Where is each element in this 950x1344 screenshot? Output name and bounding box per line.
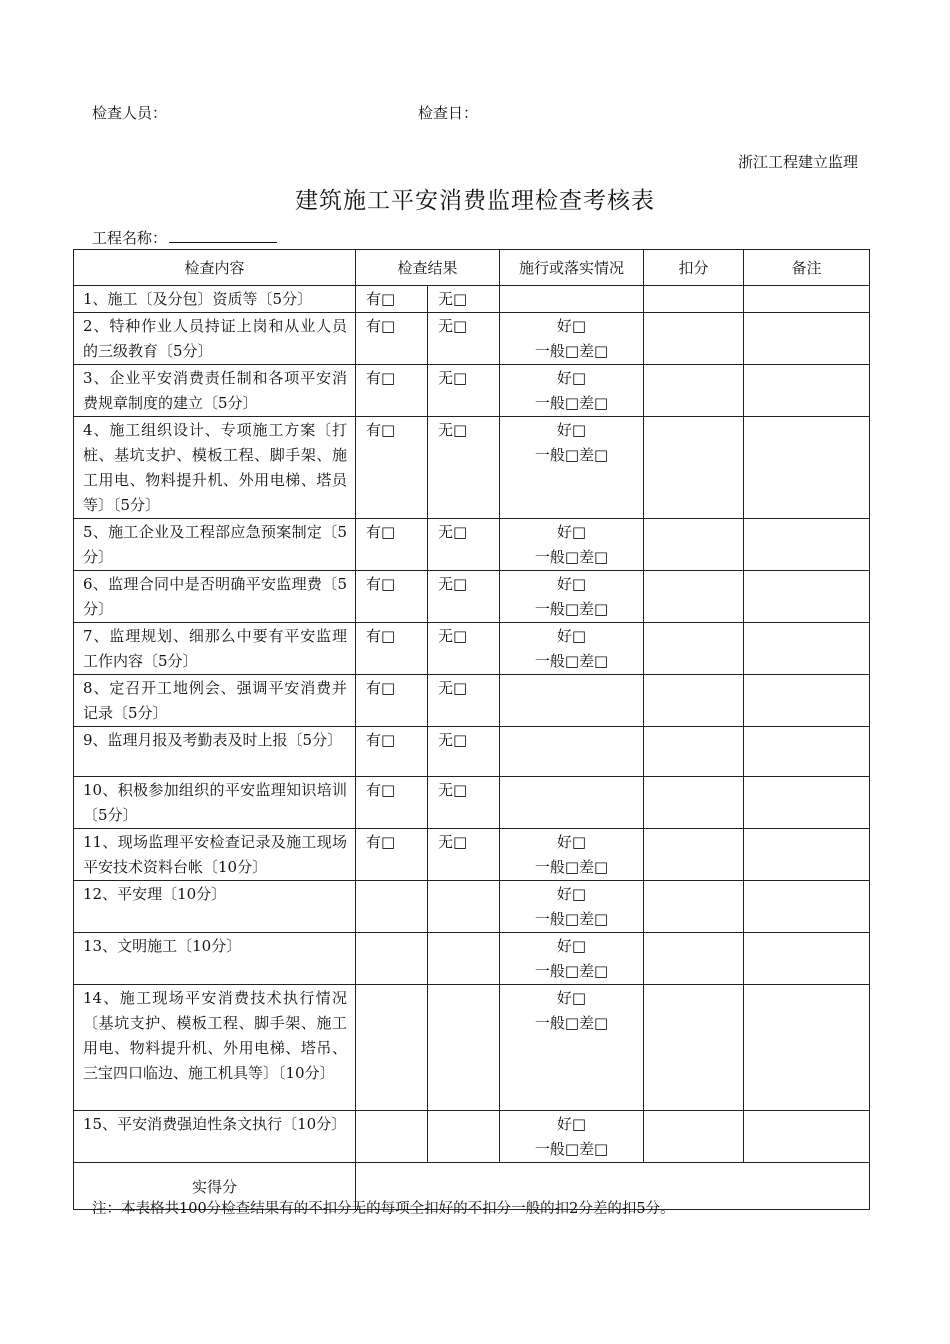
result-yes-checkbox[interactable]: 有□ — [356, 727, 428, 777]
page-title: 建筑施工平安消费监理检查考核表 — [295, 188, 655, 214]
check-item: 6、监理合同中是否明确平安监理费〔5分〕 — [74, 571, 356, 623]
status-fair-poor-checkbox[interactable]: 一般□差□ — [534, 1014, 609, 1032]
deduction-cell[interactable] — [644, 985, 744, 1111]
deduction-cell[interactable] — [644, 313, 744, 365]
project-name-field — [92, 227, 277, 248]
status-fair-poor-checkbox[interactable]: 一般□差□ — [534, 652, 609, 670]
status-good-checkbox[interactable]: 好□ — [556, 317, 587, 335]
remarks-cell[interactable] — [744, 623, 870, 675]
table-row — [74, 1111, 870, 1163]
result-no-checkbox[interactable]: 无□ — [428, 829, 500, 881]
table-row — [74, 985, 870, 1111]
result-yes-checkbox[interactable]: 有□ — [356, 829, 428, 881]
check-item: 2、特种作业人员持证上岗和从业人员的三级教育〔5分〕 — [74, 313, 356, 365]
result-no-checkbox[interactable]: 无□ — [428, 417, 500, 519]
result-yes-checkbox[interactable] — [356, 1111, 428, 1163]
result-no-checkbox[interactable]: 无□ — [428, 313, 500, 365]
result-no-checkbox[interactable]: 无□ — [428, 623, 500, 675]
status-fair-poor-checkbox[interactable]: 一般□差□ — [534, 548, 609, 566]
deduction-cell[interactable] — [644, 1111, 744, 1163]
table-row — [74, 777, 870, 829]
result-yes-checkbox[interactable] — [356, 985, 428, 1111]
result-no-checkbox[interactable]: 无□ — [428, 519, 500, 571]
check-item: 4、施工组织设计、专项施工方案〔打桩、基坑支护、模板工程、脚手架、施工用电、物料提升机、外用电梯、塔员等〕〔5分〕 — [74, 417, 356, 519]
status-good-checkbox[interactable]: 好□ — [556, 989, 587, 1007]
status-fair-poor-checkbox[interactable]: 一般□差□ — [534, 910, 609, 928]
project-name-blank — [169, 227, 277, 243]
table-row — [74, 313, 870, 365]
implementation-status — [500, 881, 644, 933]
remarks-cell[interactable] — [744, 571, 870, 623]
col-header-implementation: 施行或落实情况 — [500, 250, 644, 286]
implementation-status — [500, 313, 644, 365]
remarks-cell[interactable] — [744, 365, 870, 417]
remarks-cell[interactable] — [744, 675, 870, 727]
status-good-checkbox[interactable]: 好□ — [556, 833, 587, 851]
result-no-checkbox[interactable]: 无□ — [428, 675, 500, 727]
total-score-label: 实得分 — [74, 1163, 356, 1210]
result-yes-checkbox[interactable]: 有□ — [356, 571, 428, 623]
remarks-cell[interactable] — [744, 933, 870, 985]
result-yes-checkbox[interactable]: 有□ — [356, 365, 428, 417]
deduction-cell[interactable] — [644, 727, 744, 777]
result-no-checkbox[interactable] — [428, 1111, 500, 1163]
deduction-cell[interactable] — [644, 933, 744, 985]
implementation-status — [500, 519, 644, 571]
inspector-label: 检查人员： — [92, 104, 168, 122]
check-item: 9、监理月报及考勤表及时上报〔5分〕 — [74, 727, 356, 777]
result-yes-checkbox[interactable]: 有□ — [356, 313, 428, 365]
result-no-checkbox[interactable]: 无□ — [428, 777, 500, 829]
status-fair-poor-checkbox[interactable]: 一般□差□ — [534, 600, 609, 618]
status-good-checkbox[interactable]: 好□ — [556, 575, 587, 593]
result-no-checkbox[interactable]: 无□ — [428, 286, 500, 313]
inspection-date-label: 检查日： — [418, 104, 479, 122]
implementation-status — [500, 675, 644, 727]
table-row — [74, 623, 870, 675]
status-good-checkbox[interactable]: 好□ — [556, 421, 587, 439]
deduction-cell[interactable] — [644, 417, 744, 519]
deduction-cell[interactable] — [644, 881, 744, 933]
result-yes-checkbox[interactable]: 有□ — [356, 417, 428, 519]
result-no-checkbox[interactable]: 无□ — [428, 571, 500, 623]
inspection-table — [73, 249, 870, 1210]
check-item: 5、施工企业及工程部应急预案制定〔5分〕 — [74, 519, 356, 571]
implementation-status — [500, 286, 644, 313]
result-no-checkbox[interactable] — [428, 881, 500, 933]
table-row — [74, 675, 870, 727]
check-item: 1、施工〔及分包〕资质等〔5分〕 — [74, 286, 356, 313]
footnote: 注：本表格共100分检查结果有的不扣分无的每项全扣好的不扣分一般的扣2分差的扣5分。 — [92, 1201, 675, 1217]
company-name: 浙江工程建立监理 — [737, 153, 858, 171]
status-fair-poor-checkbox[interactable]: 一般□差□ — [534, 962, 609, 980]
status-good-checkbox[interactable]: 好□ — [556, 369, 587, 387]
implementation-status — [500, 623, 644, 675]
status-good-checkbox[interactable]: 好□ — [556, 523, 587, 541]
status-fair-poor-checkbox[interactable]: 一般□差□ — [534, 394, 609, 412]
implementation-status — [500, 985, 644, 1111]
col-header-result: 检查结果 — [356, 250, 500, 286]
remarks-cell[interactable] — [744, 519, 870, 571]
check-item: 8、定召开工地例会、强调平安消费并记录〔5分〕 — [74, 675, 356, 727]
remarks-cell[interactable] — [744, 985, 870, 1111]
project-name-label: 工程名称： — [92, 229, 168, 247]
check-item: 13、文明施工〔10分〕 — [74, 933, 356, 985]
result-yes-checkbox[interactable]: 有□ — [356, 623, 428, 675]
col-header-remarks: 备注 — [744, 250, 870, 286]
remarks-cell[interactable] — [744, 417, 870, 519]
remarks-cell[interactable] — [744, 727, 870, 777]
result-no-checkbox[interactable] — [428, 985, 500, 1111]
remarks-cell[interactable] — [744, 829, 870, 881]
remarks-cell[interactable] — [744, 313, 870, 365]
implementation-status — [500, 933, 644, 985]
deduction-cell[interactable] — [644, 365, 744, 417]
status-fair-poor-checkbox[interactable]: 一般□差□ — [534, 342, 609, 360]
table-row — [74, 881, 870, 933]
deduction-cell[interactable] — [644, 777, 744, 829]
table-row — [74, 286, 870, 313]
result-no-checkbox[interactable]: 无□ — [428, 727, 500, 777]
deduction-cell[interactable] — [644, 623, 744, 675]
result-yes-checkbox[interactable] — [356, 881, 428, 933]
remarks-cell[interactable] — [744, 777, 870, 829]
result-yes-checkbox[interactable]: 有□ — [356, 777, 428, 829]
table-row — [74, 365, 870, 417]
implementation-status — [500, 571, 644, 623]
check-item: 14、施工现场平安消费技术执行情况〔基坑支护、模板工程、脚手架、施工用电、物料提升机、外用电梯、塔吊、三宝四口临边、施工机具等〕〔10分〕 — [74, 985, 356, 1111]
remarks-cell[interactable] — [744, 286, 870, 313]
check-item: 12、平安理〔10分〕 — [74, 881, 356, 933]
check-item: 7、监理规划、细那么中要有平安监理工作内容〔5分〕 — [74, 623, 356, 675]
table-row — [74, 417, 870, 519]
deduction-cell[interactable] — [644, 286, 744, 313]
result-yes-checkbox[interactable] — [356, 933, 428, 985]
implementation-status — [500, 777, 644, 829]
result-no-checkbox[interactable] — [428, 933, 500, 985]
implementation-status — [500, 417, 644, 519]
table-row — [74, 829, 870, 881]
status-good-checkbox[interactable]: 好□ — [556, 885, 587, 903]
deduction-cell[interactable] — [644, 675, 744, 727]
status-good-checkbox[interactable]: 好□ — [556, 627, 587, 645]
status-fair-poor-checkbox[interactable]: 一般□差□ — [534, 446, 609, 464]
implementation-status — [500, 1111, 644, 1163]
check-item: 3、企业平安消费责任制和各项平安消费规章制度的建立〔5分〕 — [74, 365, 356, 417]
status-good-checkbox[interactable]: 好□ — [556, 1115, 587, 1133]
check-item: 11、现场监理平安检查记录及施工现场平安技术资料台帐〔10分〕 — [74, 829, 356, 881]
check-item: 15、平安消费强迫性条文执行〔10分〕 — [74, 1111, 356, 1163]
result-yes-checkbox[interactable]: 有□ — [356, 519, 428, 571]
result-no-checkbox[interactable]: 无□ — [428, 365, 500, 417]
deduction-cell[interactable] — [644, 829, 744, 881]
result-yes-checkbox[interactable]: 有□ — [356, 675, 428, 727]
deduction-cell[interactable] — [644, 519, 744, 571]
implementation-status — [500, 727, 644, 777]
col-header-content: 检查内容 — [74, 250, 356, 286]
table-row — [74, 571, 870, 623]
table-row — [74, 519, 870, 571]
implementation-status — [500, 365, 644, 417]
remarks-cell[interactable] — [744, 881, 870, 933]
table-header-row — [74, 250, 870, 286]
remarks-cell[interactable] — [744, 1111, 870, 1163]
implementation-status — [500, 829, 644, 881]
status-fair-poor-checkbox[interactable]: 一般□差□ — [534, 1140, 609, 1158]
deduction-cell[interactable] — [644, 571, 744, 623]
table-row — [74, 727, 870, 777]
col-header-deduction: 扣分 — [644, 250, 744, 286]
check-item: 10、积极参加组织的平安监理知识培训〔5分〕 — [74, 777, 356, 829]
result-yes-checkbox[interactable]: 有□ — [356, 286, 428, 313]
status-fair-poor-checkbox[interactable]: 一般□差□ — [534, 858, 609, 876]
status-good-checkbox[interactable]: 好□ — [556, 937, 587, 955]
table-row — [74, 933, 870, 985]
